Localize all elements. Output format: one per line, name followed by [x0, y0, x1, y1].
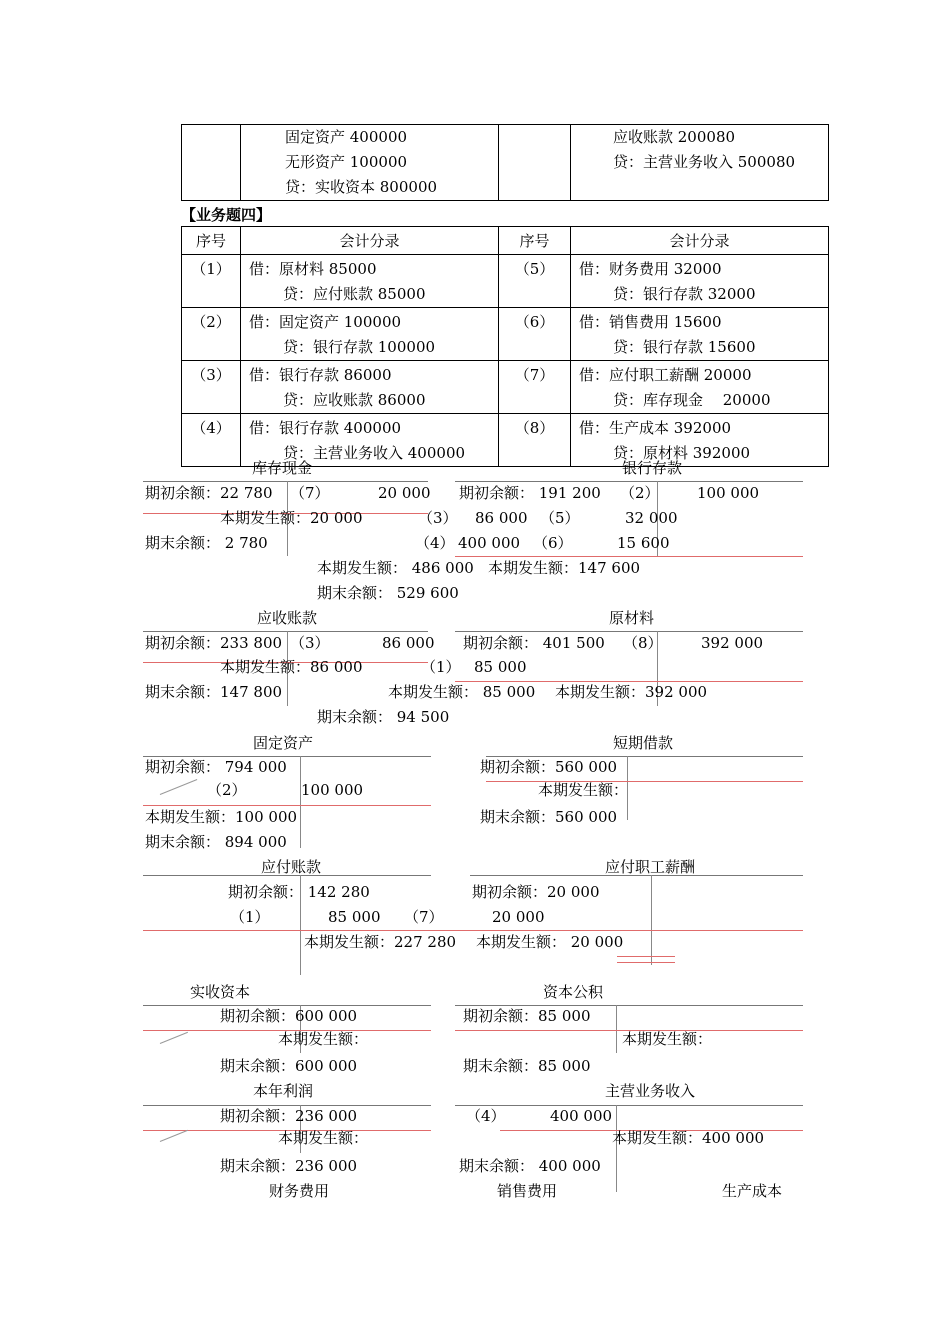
period-total: 本期发生额： [538, 781, 629, 799]
entry-amount: 15 600 [617, 534, 670, 552]
entry-no: （2） [207, 781, 247, 799]
entry-amount: 400 000 [458, 534, 521, 552]
header-seq: 序号 [499, 227, 571, 255]
entry-amount: 85 000 [328, 908, 381, 926]
account-title: 库存现金 [252, 459, 313, 477]
account-title: 财务费用 [269, 1182, 330, 1200]
entry-amount: 20 000 [378, 484, 431, 502]
account-title: 实收资本 [190, 983, 251, 1001]
seq-number: （6） [499, 308, 571, 361]
balance-double-rule [617, 962, 675, 963]
section-title: 【业务题四】 [181, 206, 272, 224]
entry-no: （1） [421, 658, 461, 676]
period-total: 本期发生额：86 000 [220, 658, 363, 676]
entry-no: （5） [540, 509, 580, 527]
t-account-divider [651, 875, 652, 965]
t-account-rule [455, 1105, 803, 1106]
closing-balance: 期末余额：85 000 [463, 1057, 591, 1075]
account-title: 应付职工薪酬 [605, 858, 696, 876]
period-total: 本期发生额： 85 000 [388, 683, 536, 701]
period-total: 本期发生额： [278, 1030, 369, 1048]
header-entry: 会计分录 [241, 227, 499, 255]
entry-amount: 400 000 [550, 1107, 613, 1125]
entry-line: 固定资产 400000 [285, 128, 408, 146]
period-total: 本期发生额： [622, 1030, 713, 1048]
entry-amount: 86 000 [475, 509, 528, 527]
entry-cell: 借：原材料 85000 贷：应付账款 85000 [241, 255, 499, 308]
closing-balance: 期末余额：600 000 [220, 1057, 358, 1075]
entry-line: 应收账款 200080 [613, 128, 736, 146]
balance-double-rule [617, 956, 675, 957]
seq-number: （3） [182, 361, 241, 414]
account-title: 本年利润 [253, 1082, 314, 1100]
period-total: 本期发生额：227 280 [304, 933, 457, 951]
header-entry: 会计分录 [571, 227, 829, 255]
entry-no: （3） [418, 509, 458, 527]
opening-balance: 期初余额：600 000 [220, 1007, 358, 1025]
strike-mark [160, 1032, 188, 1044]
t-account-rule [486, 781, 803, 782]
account-title: 应收账款 [257, 609, 318, 627]
account-title: 资本公积 [543, 983, 604, 1001]
entry-line: 贷：实收资本 800000 [285, 178, 438, 196]
account-title: 应付账款 [261, 858, 322, 876]
entry-no: （4） [415, 534, 455, 552]
entry-no: （4） [466, 1107, 506, 1125]
entry-no: （7） [404, 908, 444, 926]
entry-amount: 86 000 [382, 634, 435, 652]
entry-amount: 20 000 [492, 908, 545, 926]
period-total: 本期发生额： 20 000 [476, 933, 624, 951]
seq-number: （2） [182, 308, 241, 361]
t-account-rule [455, 481, 803, 482]
top-entries-table [181, 124, 829, 201]
closing-balance: 期末余额： 529 600 [317, 584, 459, 602]
seq-number: （7） [499, 361, 571, 414]
entry-cell: 借：生产成本 392000 贷：原材料 392000 [571, 414, 829, 467]
strike-mark [160, 779, 197, 795]
opening-balance: 期初余额： 142 280 [228, 883, 370, 901]
entry-amount: 100 000 [697, 484, 760, 502]
opening-balance: 期初余额：236 000 [220, 1107, 358, 1125]
table-row [182, 308, 829, 361]
journal-entries-table [181, 226, 829, 467]
entry-cell: 借：销售费用 15600 贷：银行存款 15600 [571, 308, 829, 361]
period-total: 本期发生额：400 000 [612, 1129, 765, 1147]
entry-line: 无形资产 100000 [285, 153, 408, 171]
header-seq: 序号 [182, 227, 241, 255]
cell-empty [499, 125, 571, 201]
period-total: 本期发生额： 486 000 [317, 559, 474, 577]
seq-number: （8） [499, 414, 571, 467]
entry-cell: 借：固定资产 100000 贷：银行存款 100000 [241, 308, 499, 361]
period-total: 本期发生额：20 000 [220, 509, 363, 527]
entry-cell: 借：财务费用 32000 贷：银行存款 32000 [571, 255, 829, 308]
account-title: 短期借款 [613, 734, 674, 752]
entry-amount: 85 000 [474, 658, 527, 676]
opening-balance: 期初余额：560 000 [480, 758, 618, 776]
t-account-rule [143, 875, 431, 876]
closing-balance: 期末余额：236 000 [220, 1157, 358, 1175]
t-account-divider [616, 1105, 617, 1192]
opening-balance: 期初余额：85 000 [463, 1007, 591, 1025]
cell-empty [182, 125, 241, 201]
t-account-divider [616, 1005, 617, 1053]
strike-mark [160, 1130, 188, 1142]
entry-amount: 100 000 [301, 781, 364, 799]
seq-number: （1） [182, 255, 241, 308]
closing-balance: 期末余额： 94 500 [317, 708, 450, 726]
closing-balance: 期末余额： 894 000 [145, 833, 287, 851]
closing-balance: 期末余额：560 000 [480, 808, 618, 826]
t-account-rule [143, 481, 428, 482]
entry-no: （7） [290, 484, 330, 502]
entry-no: （6） [533, 534, 573, 552]
entry-cell [241, 125, 499, 201]
entry-amount: 32 000 [625, 509, 678, 527]
table-row [182, 361, 829, 414]
closing-balance: 期末余额： 2 780 [145, 534, 268, 552]
period-total: 本期发生额：147 600 [488, 559, 641, 577]
opening-balance: 期初余额： 191 200 [459, 484, 601, 502]
account-title: 原材料 [609, 609, 655, 627]
account-title: 银行存款 [622, 459, 683, 477]
t-account-divider [300, 756, 301, 848]
table-row [182, 255, 829, 308]
entry-no: （1） [230, 908, 270, 926]
t-account-rule [431, 930, 803, 931]
t-account-rule [143, 930, 431, 931]
entry-no: （3） [290, 634, 330, 652]
entry-amount: 392 000 [701, 634, 764, 652]
t-account-rule [455, 556, 803, 557]
entry-cell: 借：应付职工薪酬 20000 贷：库存现金 20000 [571, 361, 829, 414]
opening-balance: 期初余额：233 800 [145, 634, 283, 652]
account-title: 主营业务收入 [605, 1082, 696, 1100]
entry-line: 贷：主营业务收入 500080 [613, 153, 796, 171]
entry-no: （8） [623, 634, 663, 652]
t-account-rule [455, 631, 803, 632]
entry-cell: 借：银行存款 400000 贷：主营业务收入 400000 [241, 414, 499, 467]
opening-balance: 期初余额：22 780 [145, 484, 273, 502]
period-total: 本期发生额：392 000 [555, 683, 708, 701]
t-account-rule [470, 875, 803, 876]
entry-cell [571, 125, 829, 201]
seq-number: （4） [182, 414, 241, 467]
account-title: 固定资产 [253, 734, 314, 752]
closing-balance: 期末余额：147 800 [145, 683, 283, 701]
opening-balance: 期初余额： 794 000 [145, 758, 287, 776]
t-account-rule [143, 631, 428, 632]
period-total: 本期发生额：100 000 [145, 808, 298, 826]
account-title: 销售费用 [497, 1182, 558, 1200]
opening-balance: 期初余额： 401 500 [463, 634, 605, 652]
account-title: 生产成本 [722, 1182, 783, 1200]
seq-number: （5） [499, 255, 571, 308]
entry-cell: 借：银行存款 86000 贷：应收账款 86000 [241, 361, 499, 414]
entry-no: （2） [620, 484, 660, 502]
closing-balance: 期末余额： 400 000 [459, 1157, 601, 1175]
t-account-rule [143, 805, 431, 806]
opening-balance: 期初余额：20 000 [472, 883, 600, 901]
period-total: 本期发生额： [278, 1129, 369, 1147]
